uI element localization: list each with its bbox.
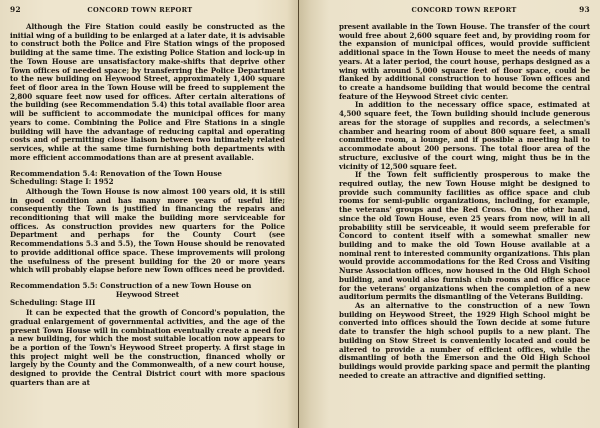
high-school-alternative-paragraph: As an alternative to the construction of a new Town building on Heywood Street, the 1929 High School might be converted into offices should the Town decide at some future date to transfer the high school pupils to a new plant. The building on Stow Street is conveniently located and could be altered to provide a number of efficient offices, while the dismantling of both the Emerson and the Old High School buildings would provide parking space and permit the planting needed to create an attractive and dignified setting. [339,301,590,380]
left-running-head [10,5,285,17]
right-running-title: CONCORD TOWN REPORT [411,6,517,14]
right-page-number: 93 [579,5,590,14]
office-space-paragraph: In addition to the necessary office space, estimated at 4,500 square feet, the Town building should include generous areas for the storage of supplies and records, a selectmen's chamber and hearing room of about 800 square feet, a small committee room, a lounge, and if possible a meeting hall to accommodate about 200 persons. The total floor area of the structure, exclusive of the court wing, might thus be in the vicinity of 12,500 square feet. [339,100,590,171]
left-page [0,0,299,428]
court-transfer-paragraph: present available in the Town House. The transfer of the court would free about 2,600 square feet and, by providing room for the expansion of municipal offices, would provide sufficient additional space in the Town House to meet the needs of many years. At a later period, the court house, perhaps designed as a wing with around 5,000 square feet of floor space, could be flanked by additional construction to house Town offices and to create a handsome building that would become the central feature of the Heywood Street civic center. [339,22,590,101]
recommendation-5-5-heading-line-2: Heywood Street [115,289,180,299]
recommendation-5-5-heading [10,282,285,299]
recommendation-5-5-heading-line-1: Recommendation 5.5: Construction of a new Town House on [10,281,252,291]
recommendation-5-4-scheduling: Scheduling: Stage I: 1952 [10,177,114,187]
recommendation-5-4-heading: Recommendation 5.4: Renovation of the Town House [10,168,222,178]
recommendation-5-4-body: Although the Town House is now almost 100 years old, it is still in good condition and has many more years of useful life; consequently the Town is justified in financing the repairs and reconditioning that will make the building more serviceable for offices. As construction provides new quarters for the Police Department and perhaps for the County Court (see Recommendations 5.3 and 5.5), the Town House should be renovated to provide additional office space. These improvements will prolong the usefulness of the present building for the 20 or more years which will probably elapse before new Town offices need be provided. [10,186,285,275]
left-page-number: 92 [10,5,21,14]
community-facilities-paragraph: If the Town felt sufficiently prosperous to make the required outlay, the new Town House might be designed to provide such community facilities as office space and club rooms for semi-public organizations, including, for example, the veterans' groups and the Red Cross. On the other hand, since the old Town House, even 25 years from now, will in all probability still be serviceable, it would seem preferable for Concord to content itself with a somewhat smaller new building and to make the old Town House available at a nominal rent to interested community organizations. This plan would provide accommodations for the Red Cross and Visiting Nurse Association offices, now housed in the Old High School building, and would also furnish club rooms and office space for the veterans' organizations when the completion of a new auditorium permits the dismantling of the Veterans Building. [339,170,590,302]
left-running-title: CONCORD TOWN REPORT [87,6,193,14]
recommendation-5-5-scheduling: Scheduling: Stage III [10,298,96,308]
recommendation-5-5-body: It can be expected that the growth of Concord's population, the gradual enlargement of governmental activities, and the age of the present Town House will in combination eventually create a need for a new building, for which the most suitable location now appears to be a portion of the Town's Heywood Street property. A first stage in this project might well be the construction, financed wholly or largely by the County and the Commonwealth, of a new court house, designed to provide the Central District court with more spacious quarters than are at [10,308,285,387]
right-running-head [339,5,590,17]
fire-station-paragraph: Although the Fire Station could easily be constructed as the initial wing of a building to be enlarged at a later date, it is advisable to construct both the Police and Fire Station wings of the proposed building at the same time. The existing Police Station and lock-up in the Town House are unsatisfactory make-shifts that deprive other Town offices of needed space; by transferring the Police Department to the new building on Heywood Street, approximately 1,400 square feet of floor area in the Town House will be freed to supplement the 2,800 square feet now used for offices. After certain alterations of the building (see Recommendation 5.4) this total available floor area will be sufficient to accommodate the municipal offices for many years to come. Combining the Police and Fire Stations in a single building will have the advantage of reducing capital and operating costs and of permitting close liaison between two intimately related services, while at the same time furnishing both departments with more efficient accommodations than are at present available. [10,22,285,162]
right-page [299,0,600,428]
